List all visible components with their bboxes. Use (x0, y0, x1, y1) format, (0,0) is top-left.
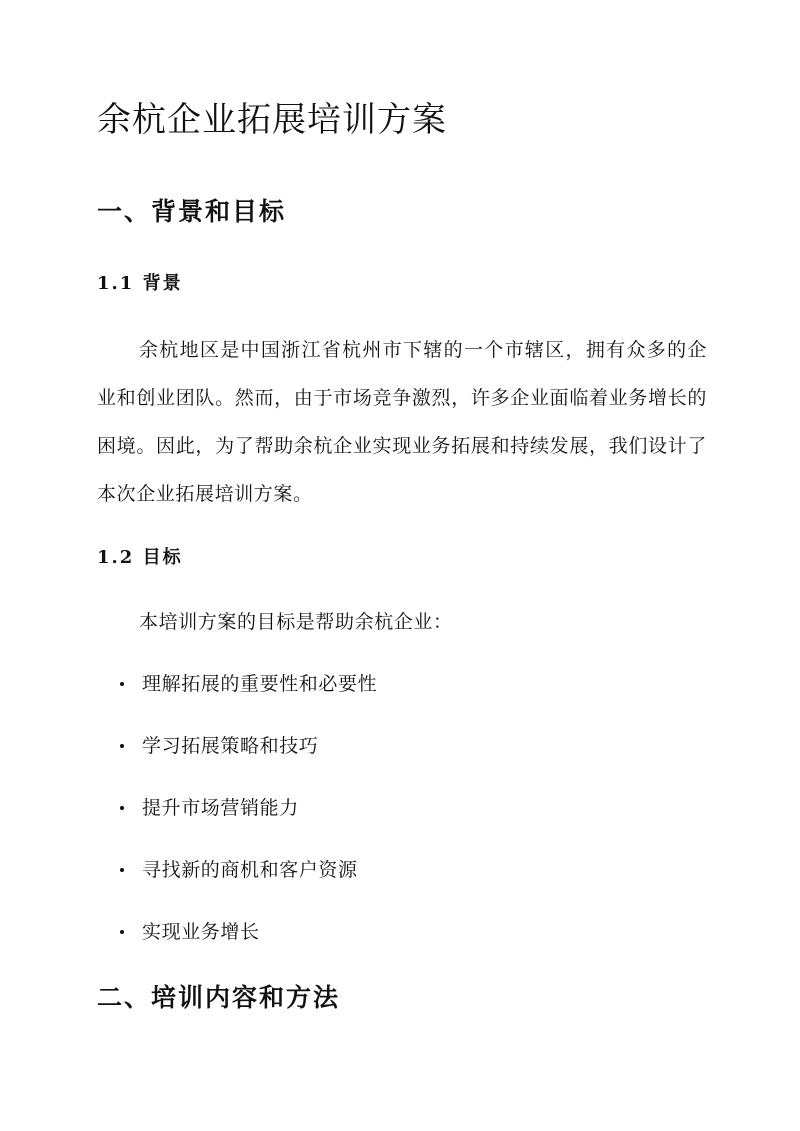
subsection-heading-goals: 1.2 目标 (97, 547, 183, 568)
bullet-icon (120, 868, 124, 872)
list-item (120, 732, 318, 760)
goal-text: 提升市场营销能力 (142, 797, 299, 819)
bullet-icon (120, 682, 124, 686)
goal-text: 实现业务增长 (142, 921, 260, 943)
goal-text: 理解拓展的重要性和必要性 (142, 673, 378, 695)
list-item (120, 670, 377, 698)
bullet-icon (120, 930, 124, 934)
background-paragraph: 余杭地区是中国浙江省杭州市下辖的一个市辖区，拥有众多的企业和创业团队。然而，由于市场竞争激烈，许多企业面临着业务增长的困境。因此，为了帮助余杭企业实现业务拓展和持续发展，我们设计了本次企业拓展培训方案。 (97, 339, 707, 505)
list-item (120, 794, 299, 822)
list-item (120, 856, 358, 884)
bullet-icon (120, 806, 124, 810)
section-heading-content-methods: 二、培训内容和方法 (97, 983, 341, 1012)
subsection-heading-background: 1.1 背景 (97, 273, 183, 294)
goal-text: 学习拓展策略和技巧 (142, 735, 319, 757)
goals-lead-text: 本培训方案的目标是帮助余杭企业： (139, 611, 453, 633)
goal-text: 寻找新的商机和客户资源 (142, 859, 358, 881)
bullet-icon (120, 744, 124, 748)
list-item (120, 918, 260, 946)
section-heading-background-goals: 一、背景和目标 (97, 197, 287, 226)
document-title: 余杭企业拓展培训方案 (97, 100, 447, 140)
